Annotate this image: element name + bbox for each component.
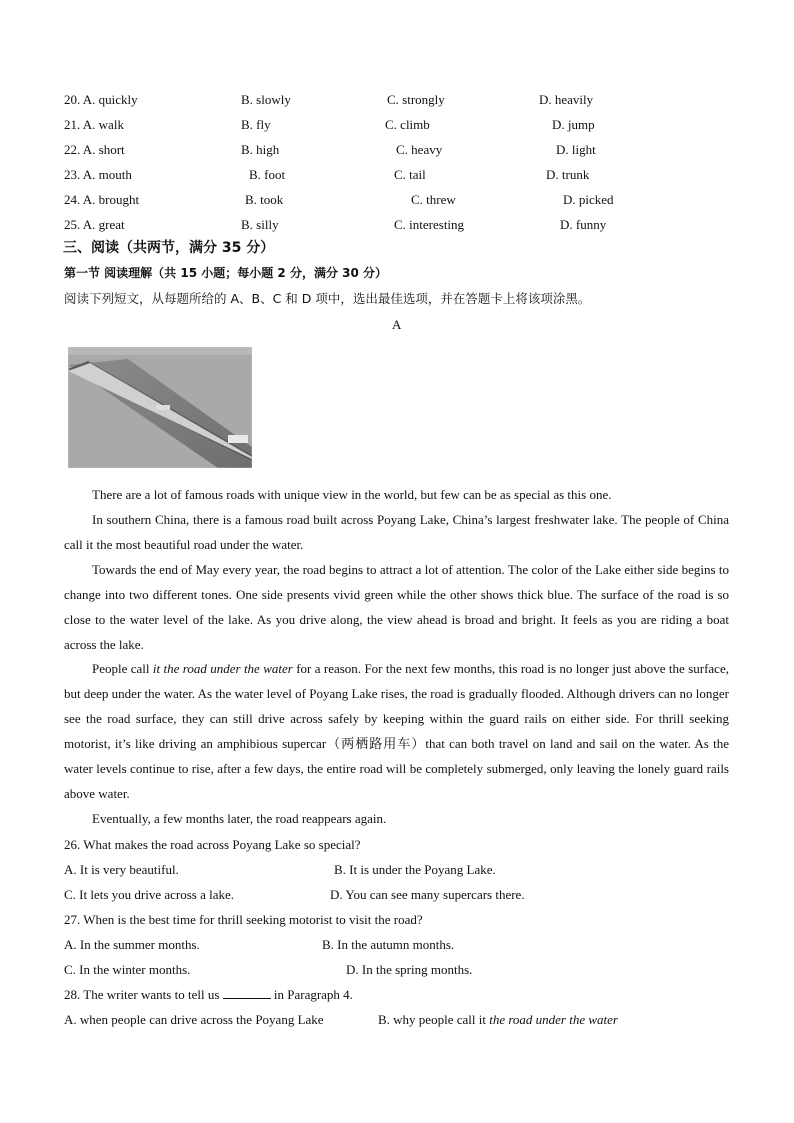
option-d: D. funny <box>560 217 607 232</box>
question-26-stem: 26. What makes the road across Poyang Lake so special? <box>64 837 361 852</box>
question-27-stem: 27. When is the best time for thrill seeking motorist to visit the road? <box>64 912 423 927</box>
option-a: 24. A. brought <box>64 192 140 207</box>
option-a: 20. A. quickly <box>64 92 138 107</box>
option-d: D. trunk <box>546 167 590 182</box>
option-a: 22. A. short <box>64 142 125 157</box>
option-b: B. slowly <box>241 92 291 107</box>
paragraph-1: There are a lot of famous roads with unique view in the world, but few can be as special as this one. <box>92 487 612 502</box>
question-28-option-a[interactable]: A. when people can drive across the Poyang Lake <box>64 1012 324 1027</box>
option-d: D. heavily <box>539 92 594 107</box>
question-26-option-c[interactable]: C. It lets you drive across a lake. <box>64 887 235 902</box>
paragraph-2: In southern China, there is a famous road built across Poyang Lake, China’s largest freshwater lake. The people of China call it the most beautiful road under the water. <box>64 512 729 552</box>
paragraph-4-italic: it the road under the water <box>152 661 293 676</box>
option-c: C. heavy <box>396 142 443 157</box>
instruction: 阅读下列短文，从每题所给的 A、B、C 和 D 项中，选出最佳选项，并在答题卡上将该项涂黑。 <box>64 291 591 306</box>
question-28-option-b-italic: the road under the water <box>489 1012 618 1027</box>
option-c: C. climb <box>385 117 430 132</box>
passage-label: A <box>392 317 402 332</box>
question-28-stem <box>64 987 353 1002</box>
section-title: 三、阅读（共两节，满分 35 分） <box>63 240 275 256</box>
option-a: 25. A. great <box>64 217 125 232</box>
option-a: 21. A. walk <box>64 117 124 132</box>
paragraph-5: Eventually, a few months later, the road reappears again. <box>92 811 387 826</box>
option-c: C. tail <box>394 167 426 182</box>
option-b: B. took <box>245 192 284 207</box>
option-b: B. silly <box>241 217 279 232</box>
question-26-option-b[interactable]: B. It is under the Poyang Lake. <box>334 862 496 877</box>
question-26-option-a[interactable]: A. It is very beautiful. <box>64 862 179 877</box>
option-d: D. jump <box>552 117 595 132</box>
question-28-stem-start: 28. The writer wants to tell us <box>64 987 220 1002</box>
option-b: B. foot <box>249 167 286 182</box>
question-27-option-b[interactable]: B. In the autumn months. <box>322 937 455 952</box>
road-photo <box>68 347 252 468</box>
section-subtitle: 第一节 阅读理解（共 15 小题；每小题 2 分，满分 30 分） <box>64 266 387 280</box>
paragraph-3: Towards the end of May every year, the road begins to attract a lot of attention. The color of the Lake either side begins to change into two different tones. One side presents vivid green while the other shows thick blue. The surface of the road is so close to the water level of the lake. As you drive along, the view ahead is broad and bright. It feels as you are riding a boat across the lake. <box>64 562 729 652</box>
question-27-option-a[interactable]: A. In the summer months. <box>64 937 200 952</box>
option-c: C. threw <box>411 192 456 207</box>
option-d: D. light <box>556 142 596 157</box>
answer-blank <box>223 988 271 999</box>
question-26-option-d[interactable]: D. You can see many supercars there. <box>330 887 525 902</box>
question-28-option-b[interactable] <box>378 1012 618 1027</box>
question-27-option-d[interactable]: D. In the spring months. <box>346 962 473 977</box>
option-b: B. high <box>241 142 280 157</box>
question-27-option-c[interactable]: C. In the winter months. <box>64 962 191 977</box>
option-c: C. interesting <box>394 217 465 232</box>
question-28-option-b-start: B. why people call it <box>378 1012 490 1027</box>
question-28-stem-end: in Paragraph 4. <box>273 987 353 1002</box>
option-a: 23. A. mouth <box>64 167 132 182</box>
option-b: B. fly <box>241 117 271 132</box>
paragraph-4-rest: for a reason. For the next few months, this road is no longer just above the surface, but deep under the water. As the water level of Poyang Lake rises, the road is gradually flooded. Although drivers can no longer see the road surface, they can still drive across safely by keeping within the guard rails on either side. For thrill seeking motorist, it’s like driving an amphibious supercar（两栖路用车）that can both travel on land and sail on the water. As the water levels continue to rise, after a few days, the entire road will be completely submerged, only leaving the lonely guard rails above water. <box>64 661 729 801</box>
paragraph-4-start: People call <box>92 661 153 676</box>
option-d: D. picked <box>563 192 614 207</box>
option-c: C. strongly <box>387 92 445 107</box>
paragraph-4 <box>64 656 729 806</box>
